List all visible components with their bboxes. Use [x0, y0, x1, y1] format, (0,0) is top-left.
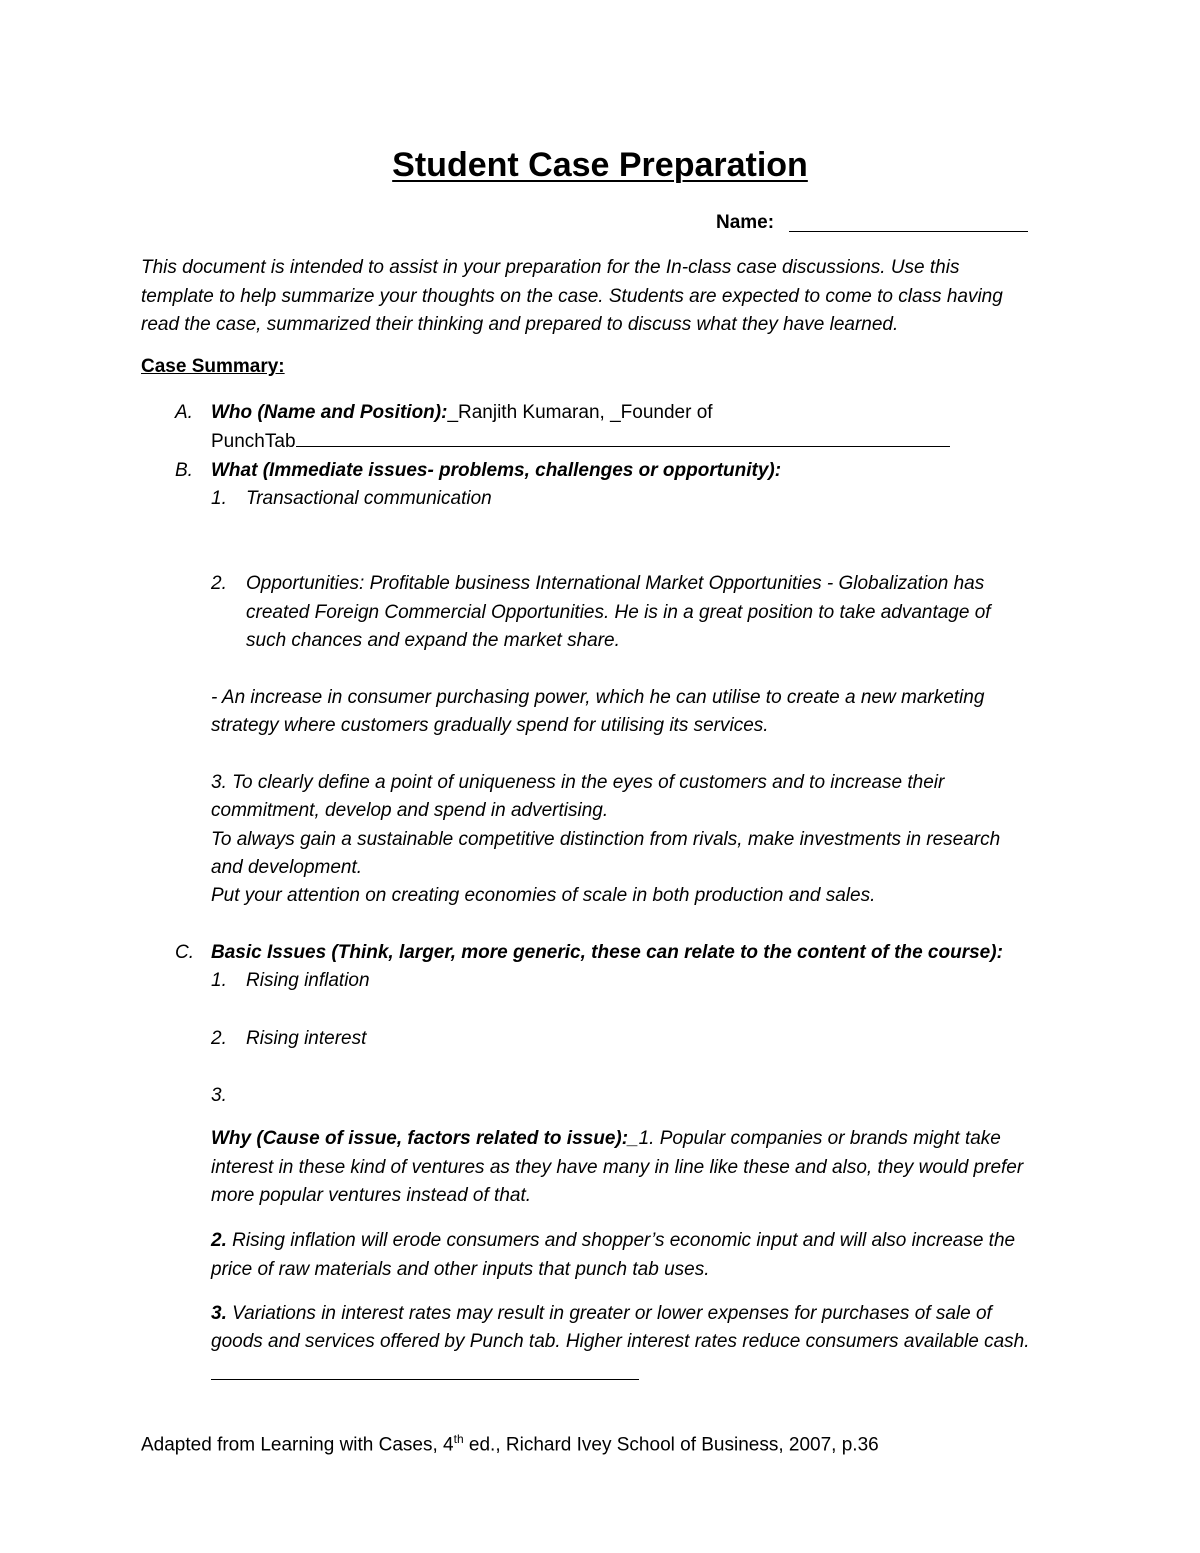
footer-citation [141, 1432, 879, 1456]
section-a-line-1 [211, 399, 1131, 427]
why-line-1 [211, 1125, 1131, 1153]
name-label: Name: [716, 212, 775, 233]
section-a-value-2: PunchTab [211, 431, 296, 452]
why-point-2-text: Rising inflation will erode consumers and shopper’s economic input and will also increase the [226, 1230, 1016, 1251]
section-c-label: Basic Issues (Think, larger, more generic, these can relate to the content of the course): [211, 942, 1003, 963]
intro-line-2: template to help summarize your thoughts on the case. Students are expected to come to class having [141, 286, 1003, 307]
section-c-marker: C. [175, 942, 194, 963]
section-c-item1: Rising inflation [246, 970, 370, 991]
section-b-item3-line-5: Put your attention on creating economies of scale in both production and sales. [211, 885, 876, 906]
footer-text: Adapted from Learning with Cases, 4 [141, 1434, 454, 1456]
why-point-3-line-1 [211, 1300, 1131, 1328]
section-a-label: Who (Name and Position): [211, 402, 448, 423]
page-title: Student Case Preparation [392, 146, 808, 184]
section-b-item2-marker: 2. [211, 573, 227, 594]
why-point-2-line-1 [211, 1227, 1131, 1255]
why-point-3-text: Variations in interest rates may result in greater or lower expenses for purchases of sale of [226, 1303, 992, 1324]
why-point-3-line-2: goods and services offered by Punch tab. Higher interest rates reduce consumers available cash. [211, 1331, 1030, 1352]
section-b-item3-line-3: To always gain a sustainable competitive distinction from rivals, make investments in research [211, 829, 1001, 850]
intro-line-1: This document is intended to assist in your preparation for the In-class case discussions. Use this [141, 257, 960, 278]
section-b-item3-line-1: 3. To clearly define a point of uniqueness in the eyes of customers and to increase their [211, 772, 945, 793]
section-b-item1: Transactional communication [246, 488, 492, 509]
section-b-item2-line-1: Opportunities: Profitable business International Market Opportunities - Globalization has [246, 573, 985, 594]
section-b-item1-marker: 1. [211, 488, 227, 509]
why-line-1-rest: _1. Popular companies or brands might take [628, 1128, 1001, 1149]
section-a-fill-line [296, 445, 950, 447]
section-c-item3-marker: 3. [211, 1085, 227, 1106]
section-b-extra-line-1: - An increase in consumer purchasing power, which he can utilise to create a new marketing [211, 687, 985, 708]
section-c-item1-marker: 1. [211, 970, 227, 991]
why-line-3: more popular ventures instead of that. [211, 1185, 532, 1206]
answer-line [211, 1379, 639, 1380]
intro-line-3: read the case, summarized their thinking and prepared to discuss what they have learned. [141, 314, 899, 335]
section-b-marker: B. [175, 460, 193, 481]
why-point-3-number: 3. [211, 1303, 227, 1324]
section-a-marker: A. [175, 402, 193, 423]
footer-superscript: th [453, 1432, 464, 1446]
footer-text-end: ed., Richard Ivey School of Business, 2007, p.36 [463, 1434, 879, 1456]
section-c-item2-marker: 2. [211, 1028, 227, 1049]
section-a-line-2 [211, 428, 1131, 456]
section-b-item2-line-2: created Foreign Commercial Opportunities. He is in a great position to take advantage of [246, 602, 991, 623]
section-b-extra-line-2: strategy where customers gradually spend for utilising its services. [211, 715, 769, 736]
section-b-item3-line-4: and development. [211, 857, 363, 878]
name-field-line[interactable] [789, 231, 1028, 232]
section-b-item2-line-3: such chances and expand the market share. [246, 630, 620, 651]
why-point-2-line-2: price of raw materials and other inputs that punch tab uses. [211, 1259, 710, 1280]
section-b-item3-line-2: commitment, develop and spend in advertising. [211, 800, 609, 821]
why-line-2: interest in these kind of ventures as they have many in line like these and also, they would prefer [211, 1157, 1024, 1178]
section-c-item2: Rising interest [246, 1028, 367, 1049]
section-a-value: _Ranjith Kumaran, _Founder of [447, 402, 713, 423]
why-label: Why (Cause of issue, factors related to issue): [211, 1128, 629, 1149]
why-point-2-number: 2. [211, 1230, 227, 1251]
case-summary-heading: Case Summary: [141, 356, 285, 377]
section-b-label: What (Immediate issues- problems, challenges or opportunity): [211, 460, 782, 481]
